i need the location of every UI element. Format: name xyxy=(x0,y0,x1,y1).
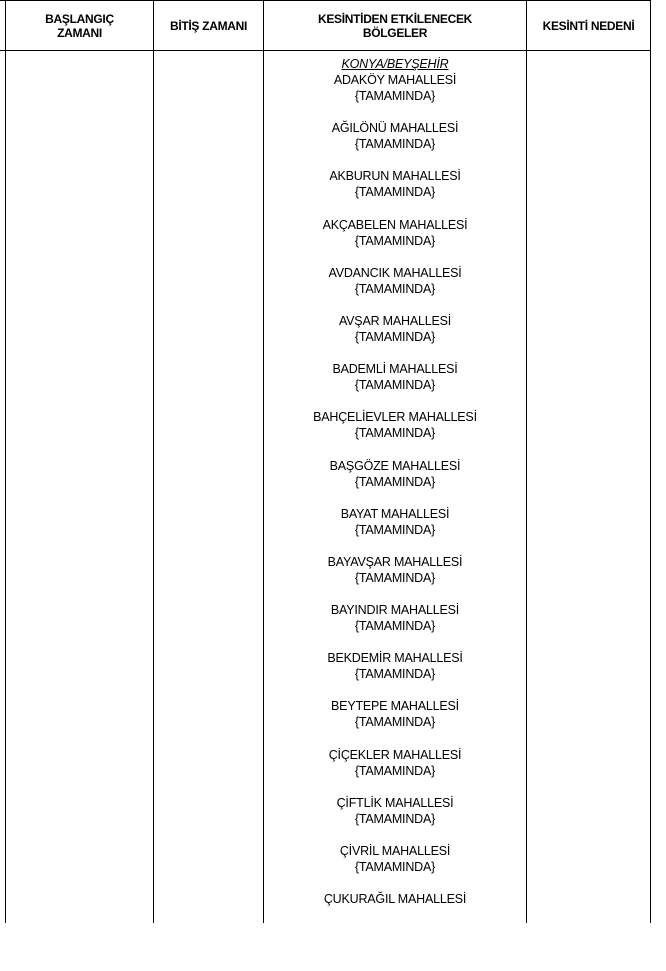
scope-label: {TAMAMINDA} xyxy=(354,763,436,778)
header-reason-label: KESİNTİ NEDENİ xyxy=(542,18,635,33)
neighborhood-name: BAYAT MAHALLESİ xyxy=(340,506,450,521)
list-item xyxy=(264,698,526,746)
list-item xyxy=(264,120,526,168)
neighborhood-name: BEKDEMİR MAHALLESİ xyxy=(327,651,463,666)
list-item xyxy=(264,506,526,554)
scope-label: {TAMAMINDA} xyxy=(354,89,436,103)
header-end-label: BİTİŞ ZAMANI xyxy=(169,18,248,33)
scope-label: {TAMAMINDA} xyxy=(354,137,436,152)
neighborhood-name: AKBURUN MAHALLESİ xyxy=(329,169,461,184)
list-item xyxy=(264,361,526,409)
neighborhood-name: AĞILÖNÜ MAHALLESİ xyxy=(331,121,459,136)
column-border-1 xyxy=(153,0,154,923)
header-areas-line-2: BÖLGELER xyxy=(362,25,428,40)
scope-label: {TAMAMINDA} xyxy=(354,715,436,730)
scope-label: {TAMAMINDA} xyxy=(354,281,436,296)
scope-label: {TAMAMINDA} xyxy=(354,474,436,489)
neighborhood-name: ÇİFTLİK MAHALLESİ xyxy=(336,795,454,810)
list-item xyxy=(264,409,526,457)
neighborhood-name: AVDANCIK MAHALLESİ xyxy=(328,265,462,280)
neighborhood-name: AVŞAR MAHALLESİ xyxy=(338,313,452,328)
header-outage-reason xyxy=(527,1,650,50)
list-item xyxy=(264,72,526,120)
header-bottom-border xyxy=(0,50,651,51)
neighborhood-name: ÇİÇEKLER MAHALLESİ xyxy=(328,747,462,762)
neighborhood-name: ÇİVRİL MAHALLESİ xyxy=(339,844,451,858)
list-item xyxy=(264,747,526,795)
header-areas-line-1: KESİNTİDEN ETKİLENECEK xyxy=(317,11,473,26)
scope-label: {TAMAMINDA} xyxy=(354,185,436,200)
neighborhood-name: ÇUKURAĞIL MAHALLESİ xyxy=(323,892,467,907)
list-item xyxy=(264,650,526,698)
neighborhood-name: BAŞGÖZE MAHALLESİ xyxy=(329,458,461,473)
neighborhood-name: ADAKÖY MAHALLESİ xyxy=(333,73,457,87)
column-border-3 xyxy=(526,0,527,923)
list-item xyxy=(264,843,526,891)
scope-label: {TAMAMINDA} xyxy=(354,426,436,441)
neighborhood-name: BEYTEPE MAHALLESİ xyxy=(331,699,459,714)
header-start-line-1: BAŞLANGIÇ xyxy=(45,11,114,26)
header-end-time xyxy=(154,1,263,50)
list-item xyxy=(264,795,526,843)
scope-label: {TAMAMINDA} xyxy=(354,522,436,537)
scope-label: {TAMAMINDA} xyxy=(354,329,436,344)
list-item xyxy=(264,458,526,506)
scope-label: {TAMAMINDA} xyxy=(354,619,436,634)
affected-areas-list xyxy=(264,56,526,939)
scope-label: {TAMAMINDA} xyxy=(354,860,436,874)
scope-label: {TAMAMINDA} xyxy=(354,378,436,393)
region-name: KONYA/BEYŞEHİR xyxy=(341,57,449,71)
list-item xyxy=(264,602,526,650)
header-start-line-2: ZAMANI xyxy=(57,25,102,40)
scope-label: {TAMAMINDA} xyxy=(354,811,436,826)
list-item xyxy=(264,168,526,216)
neighborhood-name: BAYINDIR MAHALLESİ xyxy=(330,603,460,618)
neighborhood-list xyxy=(264,72,526,939)
scope-label: {TAMAMINDA} xyxy=(354,667,436,682)
neighborhood-name: BAYAVŞAR MAHALLESİ xyxy=(327,554,463,569)
header-affected-areas xyxy=(264,1,526,50)
list-item xyxy=(264,265,526,313)
column-border-left xyxy=(5,0,6,923)
list-item xyxy=(264,554,526,602)
scope-label: {TAMAMINDA} xyxy=(354,233,436,248)
neighborhood-name: AKÇABELEN MAHALLESİ xyxy=(322,217,468,232)
neighborhood-name: BADEMLİ MAHALLESİ xyxy=(332,362,458,377)
list-item xyxy=(264,313,526,361)
header-start-time xyxy=(6,1,153,50)
list-item xyxy=(264,891,526,939)
neighborhood-name: BAHÇELİEVLER MAHALLESİ xyxy=(313,410,477,425)
list-item xyxy=(264,217,526,265)
scope-label: {TAMAMINDA} xyxy=(354,570,436,585)
column-border-right xyxy=(650,0,651,923)
